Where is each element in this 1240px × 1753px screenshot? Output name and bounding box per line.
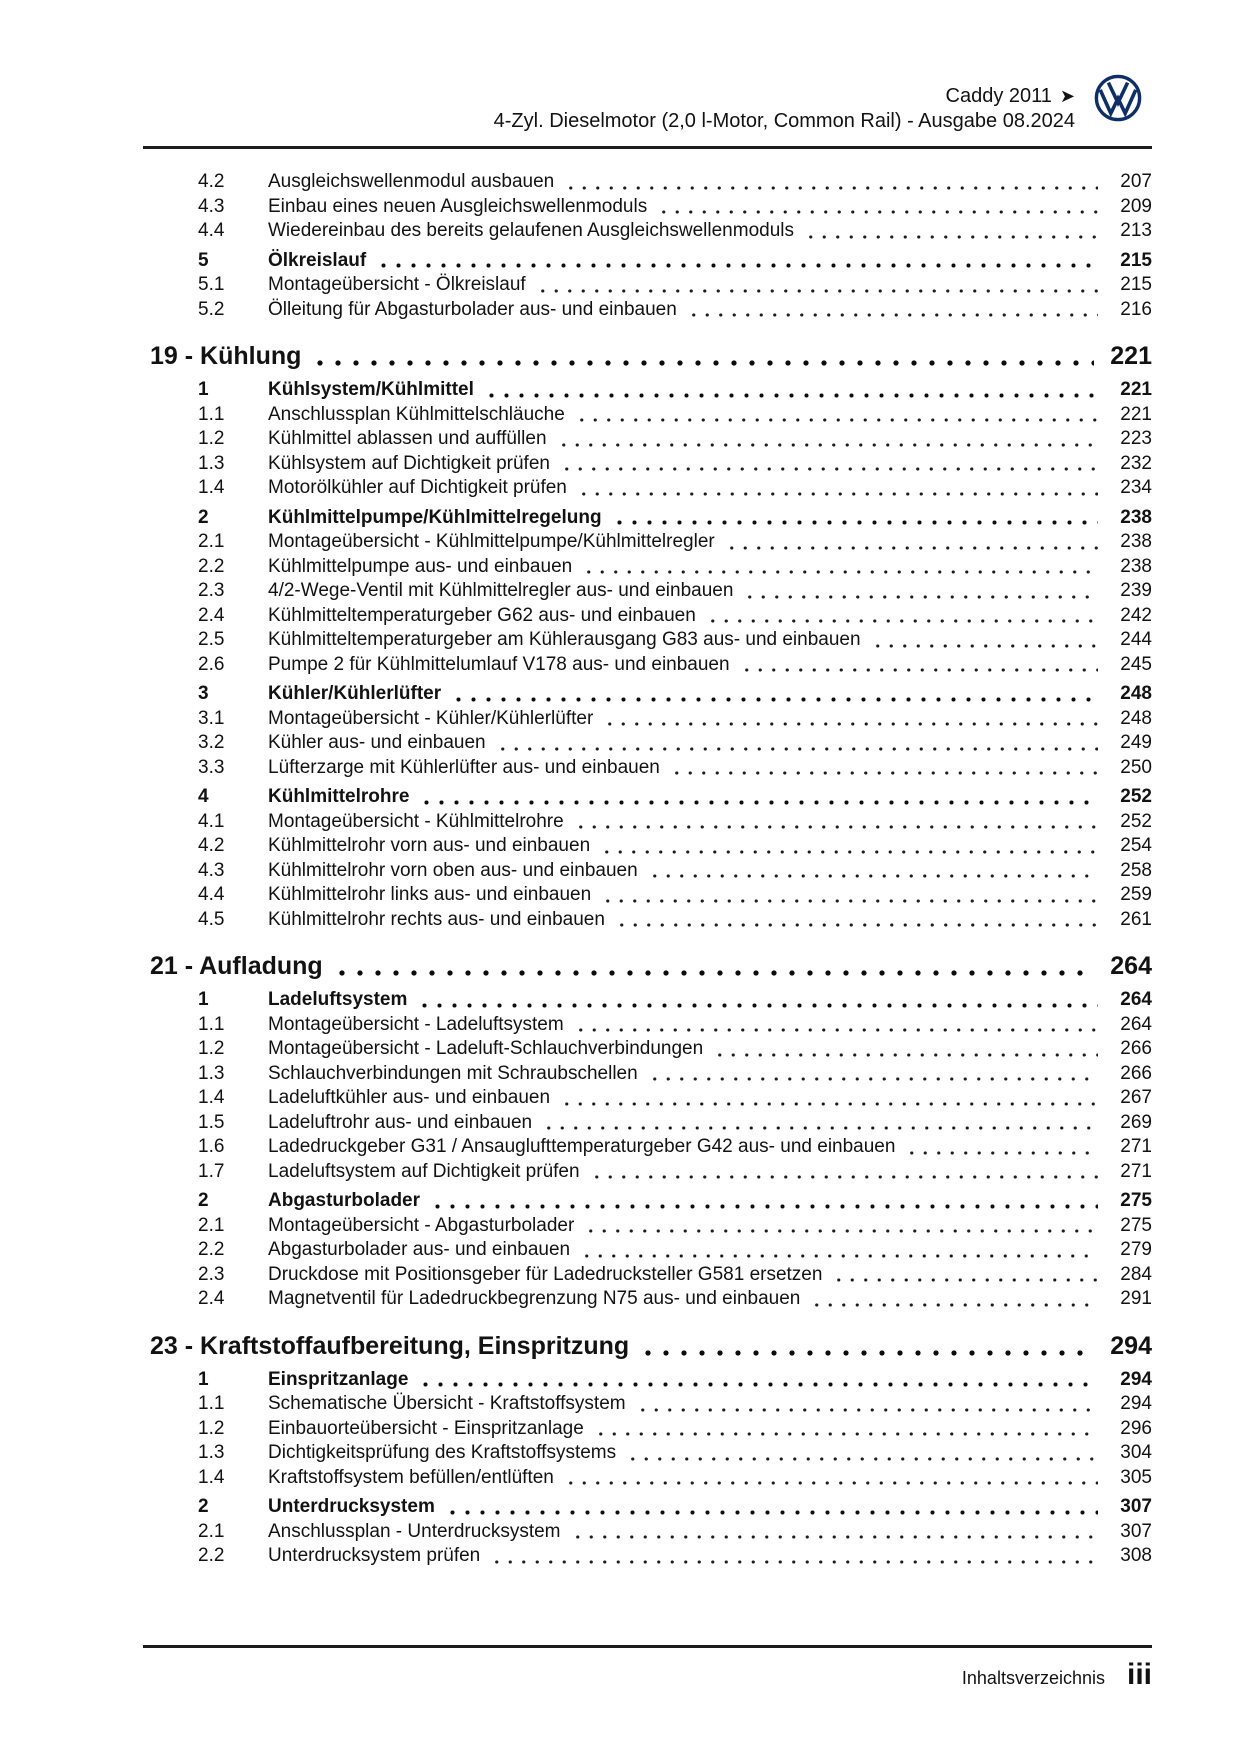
entry-page-number: 221 [1120,403,1152,425]
entry-page-number: 261 [1120,908,1152,930]
entry-title: Ölkreislauf [268,249,367,271]
toc-entry-row[interactable] [143,298,1152,323]
header-text [494,84,1075,134]
entry-title: Kühlmittelrohr vorn oben aus- und einbauen [268,859,638,881]
entry-page-number: 213 [1120,220,1152,241]
toc-entry-row[interactable] [143,1037,1152,1062]
entry-number: 1 [198,989,209,1010]
dot-leader [624,1457,1098,1461]
toc-chapter-row[interactable] [143,950,1152,982]
dot-leader [613,923,1098,927]
entry-title: Kühlmittelpumpe/Kühlmittelregelung [268,506,602,528]
entry-title: Kühlmitteltemperaturgeber am Kühlerausgang G83 aus- und einbauen [268,629,861,650]
dot-leader [494,747,1098,751]
dot-leader [558,1102,1098,1106]
entry-number: 2.6 [198,653,225,675]
entry-title: Schematische Übersicht - Kraftstoffsystem [268,1393,626,1414]
entry-page-number: 248 [1120,707,1152,729]
entry-number: 4.3 [198,859,225,881]
entry-title: Kraftstoffsystem befüllen/entlüften [268,1466,554,1488]
entry-title: Pumpe 2 für Kühlmittelumlauf V178 aus- und einbauen [268,653,730,675]
entry-title: Dichtigkeitsprüfung des Kraftstoffsystems [268,1442,617,1463]
entry-page-number: 269 [1120,1111,1152,1133]
toc-entry-row[interactable] [143,1238,1152,1263]
toc-entry-row[interactable] [143,628,1152,653]
dot-leader [808,1303,1098,1307]
entry-number: 1.3 [198,1442,225,1463]
entry-number: 2.2 [198,555,225,577]
toc-entry-row[interactable] [143,506,1152,531]
chapter-page-number: 294 [1110,1331,1152,1360]
footer-page-number: iii [1126,1658,1152,1691]
entry-title: Kühlmittel ablassen und auffüllen [268,428,547,449]
dot-leader [540,1126,1098,1130]
entry-page-number: 294 [1120,1368,1152,1390]
entry-page-number: 275 [1120,1190,1152,1211]
entry-page-number: 242 [1120,604,1152,626]
entry-page-number: 308 [1120,1545,1152,1566]
footer-section-label: Inhaltsverzeichnis [961,1668,1105,1688]
entry-title: Kühlmittelrohr rechts aus- und einbauen [268,908,605,930]
entry-page-number: 267 [1120,1087,1152,1108]
dot-leader [637,1350,1094,1356]
dot-leader [415,1003,1098,1008]
entry-page-number: 258 [1120,859,1152,881]
dot-leader [646,874,1098,878]
entry-title: Montageübersicht - Kühlmittelrohre [268,810,564,832]
toc-entry-row[interactable] [143,1466,1152,1491]
toc-entry-row[interactable] [143,273,1152,298]
dot-leader [443,1510,1098,1515]
toc-entry-row[interactable] [143,403,1152,428]
entry-title: Ladeluftrohr aus- und einbauen [268,1111,533,1133]
toc-entry-row[interactable] [143,604,1152,629]
entry-number: 4.2 [198,171,225,192]
dot-leader [309,360,1094,366]
entry-title: Anschlussplan Kühlmittelschläuche [268,403,565,425]
dot-leader [416,1382,1098,1387]
dot-leader [802,235,1098,239]
toc-entry-row[interactable] [143,170,1152,195]
toc [143,149,1152,1569]
chapter-title: 21 - Aufladung [150,952,323,980]
entry-title: Kühlmittelrohr links aus- und einbauen [268,884,592,905]
entry-page-number: 264 [1120,1013,1152,1035]
entry-page-number: 239 [1120,580,1152,601]
dot-leader [578,1254,1098,1258]
entry-title: Einspritzanlage [268,1368,409,1390]
entry-title: Montageübersicht - Kühlmittelpumpe/Kühlmittelregler [268,531,715,552]
toc-entry-row[interactable] [143,1520,1152,1545]
dot-leader [588,1175,1098,1179]
dot-leader [428,1204,1098,1209]
entry-title: Abgasturbolader [268,1190,421,1211]
dot-leader [598,850,1098,854]
toc-entry-row[interactable] [143,427,1152,452]
entry-title: Montageübersicht - Abgasturbolader [268,1214,575,1236]
entry-page-number: 291 [1120,1288,1152,1309]
entry-page-number: 307 [1120,1496,1152,1517]
entry-title: Montageübersicht - Ladeluft-Schlauchverbindungen [268,1038,704,1059]
toc-entry-row[interactable] [143,1189,1152,1214]
entry-title: Kühlsystem/Kühlmittel [268,379,474,400]
toc-entry-row[interactable] [143,530,1152,555]
entry-title: Montageübersicht - Ladeluftsystem [268,1013,564,1035]
entry-number: 2.2 [198,1239,225,1260]
entry-page-number: 254 [1120,835,1152,856]
toc-entry-row[interactable] [143,1263,1152,1288]
entry-number: 3 [198,683,209,704]
toc-entry-row[interactable] [143,883,1152,908]
entry-page-number: 305 [1120,1466,1152,1488]
dot-leader [830,1278,1098,1282]
entry-page-number: 215 [1120,274,1152,295]
toc-entry-row[interactable] [143,731,1152,756]
toc-entry-row[interactable] [143,1160,1152,1185]
entry-number: 1.3 [198,452,225,474]
toc-entry-row[interactable] [143,555,1152,580]
entry-number: 1.6 [198,1136,225,1157]
dot-leader [562,186,1098,190]
entry-title: Unterdrucksystem [268,1496,435,1517]
entry-page-number: 284 [1120,1263,1152,1285]
toc-entry-row[interactable] [143,1544,1152,1569]
entry-number: 4 [198,786,209,807]
entry-page-number: 304 [1120,1442,1152,1463]
entry-page-number: 250 [1120,756,1152,778]
entry-number: 1.7 [198,1160,225,1182]
toc-entry-row[interactable] [143,707,1152,732]
dot-leader [580,570,1098,574]
toc-entry-row[interactable] [143,219,1152,244]
entry-title: Wiedereinbau des bereits gelaufenen Ausgleichswellenmoduls [268,220,794,241]
dot-leader [601,722,1098,726]
toc-entry-row[interactable] [143,810,1152,835]
dot-leader [555,443,1098,447]
entry-page-number: 271 [1120,1160,1152,1182]
toc-entry-row[interactable] [143,452,1152,477]
entry-number: 4.4 [198,220,225,241]
dot-leader [417,800,1098,805]
entry-number: 2 [198,1496,209,1517]
toc-entry-row[interactable] [143,1441,1152,1466]
entry-title: Ladedruckgeber G31 / Ansauglufttemperaturgeber G42 aus- und einbauen [268,1136,896,1157]
dot-leader [711,1053,1098,1057]
page-footer [143,1645,1152,1690]
entry-number: 5.1 [198,274,225,295]
entry-number: 1.4 [198,1466,225,1488]
entry-number: 1.2 [198,1038,225,1059]
chapter-title: 19 - Kühlung [150,342,302,370]
entry-number: 5.2 [198,298,225,320]
entry-number: 1.3 [198,1062,225,1084]
dot-leader [869,644,1098,648]
entry-page-number: 216 [1120,298,1152,320]
entry-title: Magnetventil für Ladedruckbegrenzung N75 aus- und einbauen [268,1288,801,1309]
entry-title: Ladeluftsystem auf Dichtigkeit prüfen [268,1160,580,1182]
entry-number: 2 [198,1190,209,1211]
entry-page-number: 238 [1120,506,1152,528]
entry-page-number: 209 [1120,195,1152,217]
dot-leader [575,492,1098,496]
arrow-right-icon: ➤ [1059,86,1075,106]
entry-number: 1.4 [198,477,225,498]
dot-leader [646,1077,1098,1081]
toc-entry-row[interactable] [143,1287,1152,1312]
entry-number: 1 [198,1368,209,1390]
entry-page-number: 296 [1120,1417,1152,1439]
toc-chapter-row[interactable] [143,340,1152,372]
vw-logo-icon [1094,74,1142,122]
entry-page-number: 248 [1120,683,1152,704]
toc-entry-row[interactable] [143,1392,1152,1417]
entry-title: Montageübersicht - Ölkreislauf [268,274,526,295]
entry-title: Einbauorteübersicht - Einspritzanlage [268,1417,584,1439]
entry-page-number: 244 [1120,629,1152,650]
entry-page-number: 223 [1120,428,1152,449]
toc-entry-row[interactable] [143,1214,1152,1239]
page-header [143,0,1152,149]
manual-toc-page [143,0,1152,1569]
toc-entry-row[interactable] [143,1495,1152,1520]
dot-leader [610,520,1098,525]
entry-title: Kühler/Kühlerlüfter [268,683,442,704]
entry-number: 2.1 [198,1520,225,1542]
entry-number: 2.5 [198,629,225,650]
entry-title: Kühlmittelrohre [268,786,410,807]
entry-title: Kühlmitteltemperaturgeber G62 aus- und einbauen [268,604,696,626]
entry-page-number: 221 [1120,379,1152,400]
entry-page-number: 234 [1120,477,1152,498]
dot-leader [741,595,1098,599]
entry-number: 2.4 [198,604,225,626]
entry-page-number: 252 [1120,786,1152,807]
entry-title: Ladeluftsystem [268,989,408,1010]
entry-number: 2.4 [198,1288,225,1309]
entry-page-number: 264 [1120,989,1152,1010]
entry-title: Anschlussplan - Unterdrucksystem [268,1520,561,1542]
chapter-page-number: 264 [1110,952,1152,980]
entry-page-number: 238 [1120,555,1152,577]
entry-number: 1.2 [198,1417,225,1439]
entry-title: Kühlmittelrohr vorn aus- und einbauen [268,835,591,856]
toc-entry-row[interactable] [143,1086,1152,1111]
toc-entry-row[interactable] [143,249,1152,274]
entry-number: 2.3 [198,1263,225,1285]
entry-page-number: 266 [1120,1038,1152,1059]
entry-page-number: 259 [1120,884,1152,905]
entry-page-number: 279 [1120,1239,1152,1260]
chapter-title: 23 - Kraftstoffaufbereitung, Einspritzung [150,1331,630,1360]
edition-subtitle: 4-Zyl. Dieselmotor (2,0 l-Motor, Common Rail) - Ausgabe 08.2024 [493,110,1075,132]
entry-page-number: 207 [1120,171,1152,192]
dot-leader [704,619,1098,623]
entry-number: 1.1 [198,1393,225,1414]
toc-chapter-row[interactable] [143,1330,1152,1362]
dot-leader [449,697,1098,702]
toc-entry-row[interactable] [143,1135,1152,1160]
dot-leader [488,1560,1098,1564]
entry-number: 3.2 [198,732,225,753]
entry-number: 3.1 [198,707,225,729]
toc-entry-row[interactable] [143,1417,1152,1442]
toc-entry-row[interactable] [143,834,1152,859]
toc-entry-row[interactable] [143,1062,1152,1087]
dot-leader [685,313,1098,317]
entry-title: Montageübersicht - Kühler/Kühlerlüfter [268,707,594,729]
dot-leader [573,418,1098,422]
entry-title: Kühlmittelpumpe aus- und einbauen [268,555,573,577]
toc-entry-row[interactable] [143,195,1152,220]
entry-number: 1.1 [198,403,225,425]
entry-page-number: 252 [1120,810,1152,832]
entry-number: 4.3 [198,195,225,217]
entry-page-number: 245 [1120,653,1152,675]
toc-entry-row[interactable] [143,988,1152,1013]
entry-title: Lüfterzarge mit Kühlerlüfter aus- und einbauen [268,756,660,778]
toc-entry-row[interactable] [143,756,1152,781]
entry-number: 1.2 [198,428,225,449]
dot-leader [569,1535,1099,1539]
entry-number: 2.2 [198,1545,225,1566]
toc-entry-row[interactable] [143,1013,1152,1038]
dot-leader [582,1229,1098,1233]
dot-leader [599,899,1098,903]
model-title-text: Caddy 2011 [945,85,1052,107]
dot-leader [331,970,1094,976]
toc-entry-row[interactable] [143,859,1152,884]
entry-title: 4/2-Wege-Ventil mit Kühlmittelregler aus- und einbauen [268,580,734,601]
entry-page-number: 249 [1120,732,1152,753]
entry-number: 2.1 [198,531,225,552]
entry-number: 1.1 [198,1013,225,1035]
entry-number: 1.4 [198,1087,225,1108]
entry-page-number: 266 [1120,1062,1152,1084]
entry-title: Ölleitung für Abgasturbolader aus- und einbauen [268,298,677,320]
entry-page-number: 238 [1120,531,1152,552]
entry-number: 2 [198,506,209,528]
entry-title: Abgasturbolader aus- und einbauen [268,1239,571,1260]
toc-entry-row[interactable] [143,682,1152,707]
chapter-page-number: 221 [1110,342,1152,370]
entry-title: Einbau eines neuen Ausgleichswellenmoduls [268,195,648,217]
dot-leader [562,1481,1098,1485]
dot-leader [572,825,1098,829]
entry-number: 4.5 [198,908,225,930]
dot-leader [634,1408,1098,1412]
dot-leader [723,546,1098,550]
entry-number: 4.1 [198,810,225,832]
entry-title: Motorölkühler auf Dichtigkeit prüfen [268,477,567,498]
toc-entry-row[interactable] [143,579,1152,604]
entry-title: Druckdose mit Positionsgeber für Ladedrucksteller G581 ersetzen [268,1263,823,1285]
entry-number: 1 [198,379,209,400]
entry-page-number: 307 [1120,1520,1152,1542]
dot-leader [592,1432,1098,1436]
entry-page-number: 294 [1120,1393,1152,1414]
dot-leader [655,210,1098,214]
toc-entry-row[interactable] [143,653,1152,678]
entry-number: 3.3 [198,756,225,778]
entry-title: Schlauchverbindungen mit Schraubschellen [268,1062,638,1084]
dot-leader [738,668,1098,672]
dot-leader [534,289,1098,293]
entry-title: Kühlsystem auf Dichtigkeit prüfen [268,452,550,474]
dot-leader [374,263,1098,268]
entry-page-number: 275 [1120,1214,1152,1236]
entry-title: Ausgleichswellenmodul ausbauen [268,171,555,192]
entry-page-number: 215 [1120,249,1152,271]
entry-number: 2.1 [198,1214,225,1236]
entry-page-number: 271 [1120,1136,1152,1157]
entry-number: 2.3 [198,580,225,601]
toc-entry-row[interactable] [143,476,1152,501]
entry-title: Unterdrucksystem prüfen [268,1545,481,1566]
toc-entry-row[interactable] [143,785,1152,810]
entry-number: 5 [198,249,209,271]
toc-entry-row[interactable] [143,908,1152,933]
entry-title: Ladeluftkühler aus- und einbauen [268,1087,551,1108]
model-title [494,84,1075,109]
toc-entry-row[interactable] [143,1368,1152,1393]
toc-entry-row[interactable] [143,378,1152,403]
dot-leader [572,1028,1098,1032]
dot-leader [668,771,1098,775]
toc-entry-row[interactable] [143,1111,1152,1136]
entry-page-number: 232 [1120,452,1152,474]
entry-title: Kühler aus- und einbauen [268,732,486,753]
entry-number: 1.5 [198,1111,225,1133]
entry-number: 4.4 [198,884,225,905]
entry-number: 4.2 [198,835,225,856]
dot-leader [903,1151,1098,1155]
dot-leader [482,393,1098,398]
dot-leader [558,467,1098,471]
